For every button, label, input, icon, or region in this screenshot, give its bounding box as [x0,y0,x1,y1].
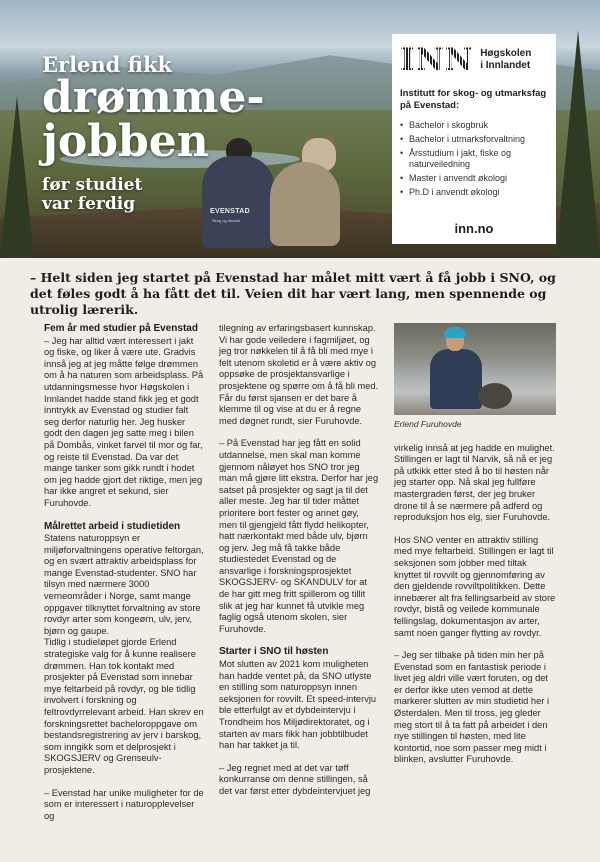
hero-title-line4: før studiet var ferdig [42,175,143,214]
section-heading: Målrettet arbeid i studietiden [44,520,181,532]
paragraph: Hos SNO venter en attraktiv stilling med mye feltarbeid. Stillingen er lagt til seksjonen som jobber med tiltak knyttet til rovvilt og gjennomføring av den gjeldende rovviltpolitikken. Dette innebærer alt fra fellingsarbeid av store rovdyr, bistå og veilede kommunale fellingslag, dokumentasjon av arter, samt noen ganger flytting av rovdyr. [394,534,556,638]
inn-heading: Institutt for skog- og utmarksfag på Evenstad: [400,88,547,111]
section-heading: Starter i SNO til høsten [219,646,329,658]
hero-title-line3: jobben [42,116,209,167]
paragraph: tilegning av erfaringsbasert kunnskap. Vi har gode veiledere i fagmiljøet, og jeg tror nøkkelen til å få bli med mye i felt utenom skoletid er å være aktiv og oppsøke de prosjektansvarlige i prosjektene og spørre om å få bli med. Får du først sjansen er det bare å klemme til og vise at du er å regne med døgnet rundt, sier Furuhovde. [219,323,379,426]
institution-info-box [392,34,556,244]
hero-title-line1: Erlend fikk [42,52,173,77]
paragraph: – Jeg regnet med at det var tøff konkurranse om denne stillingen, så det var først etter dybdeintervjuet jeg [219,762,371,796]
inn-logo-mark: INN [400,42,475,78]
jacket-sublabel: Skog og utmark [212,218,241,223]
inn-logo-name [480,48,531,72]
hero-title-line2: drømme- [42,72,265,123]
portrait-photo [394,323,556,415]
jacket-label: EVENSTAD [210,208,250,215]
inn-logo [400,42,548,78]
program-item: • Master i anvendt økologi [400,173,548,184]
paragraph: – På Evenstad har jeg fått en solid utdannelse, men skal man komme gjennom nåløyet hos SNO tror jeg man må gjøre litt ekstra. Derfor har jeg satset på prosjekter og sagt ja til det aller meste. Jeg har til tider måttet prioritere bort fester og annet gøy, men til gjengjeld fått flydd helikopter, hatt nærkontakt med både ulv, bjørn og jerv. Jeg må få takke både studiestedet Evenstad og de ansvarlige i forskningsprosjektet SKOGSJERV- og SKANDULV for at de har gitt meg fritt spillerom og tillit slik at jeg har kunnet få utvikle meg faglig også utenom skolen, sier Furuhovde. [219,438,379,634]
program-item: • Bachelor i utmarksforvaltning [400,134,548,145]
dog-figure [266,138,346,246]
paragraph: Statens naturoppsyn er miljøforvaltningens operative feltorgan, og en svært attraktiv arbeidsplass for mange Evenstad-studenter. SNO har tilsyn med nærmere 3000 verneområder i Norge, samt mange oppgaver tilknyttet forvaltning av store rovdyr arter som kongeørn, ulv, jerv, bjørn og gaupe. [44,533,204,636]
photo-caption: Erlend Furuhovde [394,419,462,429]
inn-name-line2: i Innlandet [480,60,531,71]
inn-name-line1: Høgskolen [480,48,532,59]
person-figure [198,138,276,248]
paragraph: – Evenstad har unike muligheter for de som er interessert i naturopplevelser og [44,787,204,821]
program-item: • Ph.D i anvendt økologi [400,187,548,198]
paragraph: virkelig innså at jeg hadde en mulighet. Stillingen er lagt til Narvik, så nå er jeg på utkikk etter sted å bo til høsten når jeg starter opp. Nå skal jeg fullføre mastergraden først, der jeg bruker drone til å se nærmere på adferd og reproduksjon hos elg, sier Furuhovde. [394,442,555,523]
paragraph: – Jeg har alltid vært interessert i jakt og fiske, og liker å være ute. Gradvis innså jeg at jeg måtte følge drømmen om å ha naturen som arbeidsplass. På utdanningsmesse hvor Høgskolen i Innlandet hadde stand fikk jeg et godt inntrykk av Evenstad og studier falt seg derfor naturlig her. Jeg husker godt den dagen jeg satte meg i bilen på Dombås, vinket farvel til mor og far, og reiste til Evenstad. Da var det mange tanker som gikk rundt i hodet om jeg hadde gjort det riktige, men jeg har ikke angret et sekund, sier Furuhovde. [44,335,204,508]
program-item: • Bachelor i skogbruk [400,120,548,131]
program-list [400,120,548,198]
article-column-3 [394,323,556,777]
website-link[interactable]: inn.no [454,221,494,236]
intro-lead: – Helt siden jeg startet på Evenstad har målet mitt vært å få jobb i SNO, og det føles godt å ha fått det til. Veien dit har vært lang, men spennende og utrolig lærerik. [30,270,556,317]
paragraph: Mot slutten av 2021 kom muligheten han hadde ventet på, da SNO utlyste en stilling som naturoppsyn innen seksjonen for rovvilt. Et speed-intervju ble etterfulgt av et dybdeintervju i Trondheim hos Miljødirektoratet, og i starten av mars fikk han jobbtilbudet han har takket ja til. [219,659,377,751]
hero-image [0,0,600,258]
section-heading: Fem år med studier på Evenstad [44,323,198,334]
article-column-2 [219,323,379,809]
program-item: • Årsstudium i jakt, fiske og naturveiledning [400,148,548,170]
paragraph: Tidlig i studieløpet gjorde Erlend strategiske valg for å kunne realisere drømmen. Han tok kontakt med prosjekter på Evenstad som innebar mye feltarbeid på rovdyr, og ble tidlig involvert i forskning og feltrovdyrrelevant arbeid. Han skrev en forskningsrettet bacheloroppgave om bestandsregistrering av jerv i barskog, som inngikk som et delprosjekt i SKOGSJERV og Grenseulv-prosjektene. [44,637,204,775]
article-column-1 [44,323,204,833]
paragraph: – Jeg ser tilbake på tiden min her på Evenstad som en fantastisk periode i livet jeg aldri ville vært foruten, og det er derfor ikke uten vemod at dette markerer slutten av min studietid her i Østerdalen. Men til tross, jeg gleder meg stort til å ta fatt på arbeidet i den nye stillingen til høsten, med lite kontortid, noe som passer meg midt i blinken, avslutter Furuhovde. [394,650,550,765]
